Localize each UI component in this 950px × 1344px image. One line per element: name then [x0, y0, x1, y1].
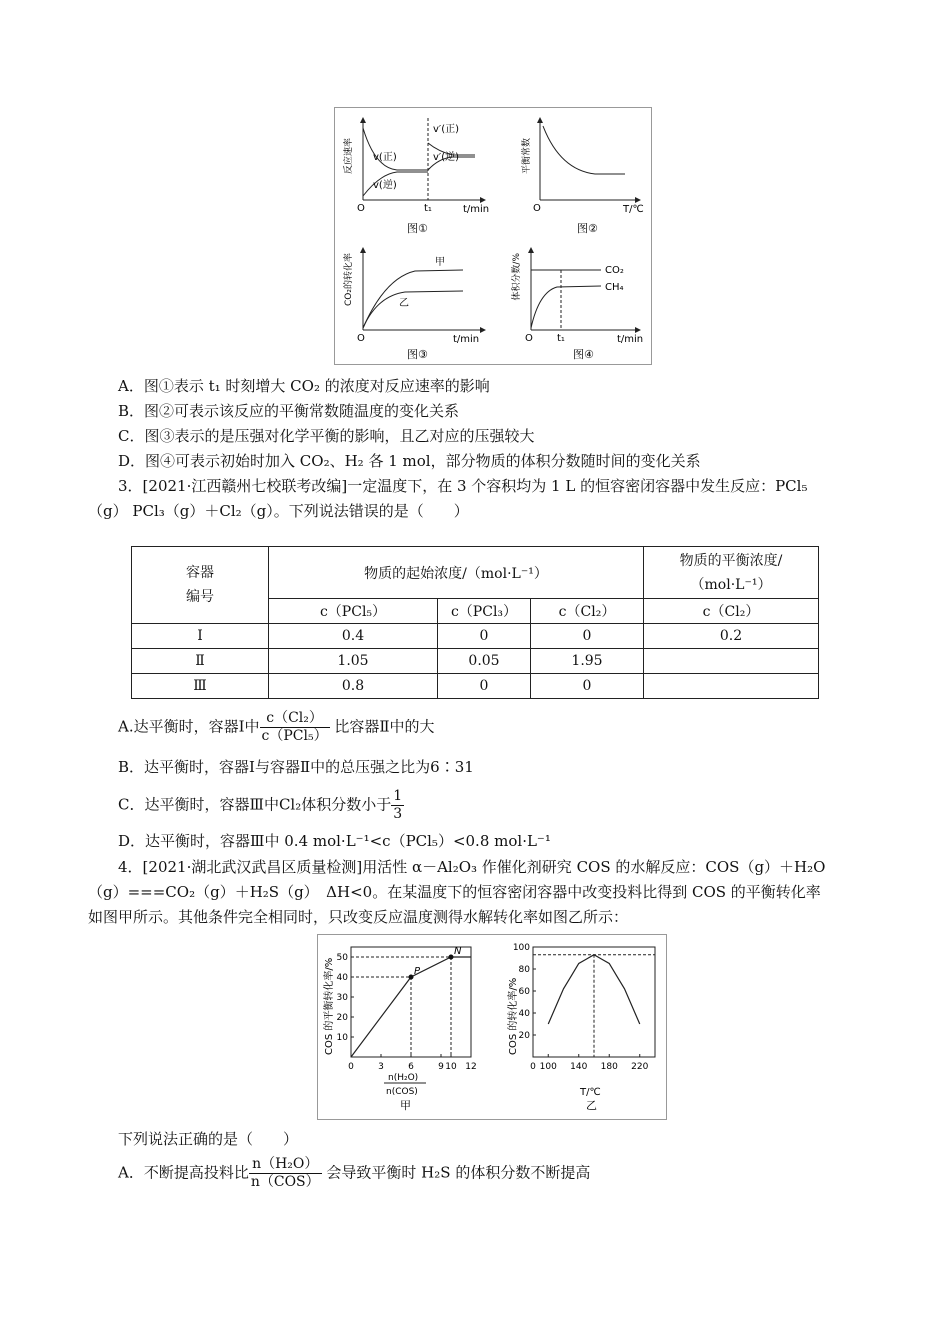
q3-stem-line2: （g） PCl₃（g）＋Cl₂（g）。下列说法错误的是（ ） [88, 502, 469, 520]
yi-title: 乙 [586, 1099, 597, 1112]
point-label: P [414, 966, 421, 977]
panel3-xlabel: t/min [453, 334, 480, 345]
x-tick-label: 180 [600, 1062, 618, 1072]
jia-label: 甲 [435, 257, 445, 268]
figure-cos-charts [317, 934, 667, 1120]
q4-stem-line2: （g）===CO₂（g）＋H₂S（g） ΔH<0。在某温度下的恒容密闭容器中改变投料比得到 COS 的平衡转化率 [88, 883, 821, 901]
chart-jia [322, 946, 477, 1112]
panel2-ylabel: 平衡常数 [522, 138, 532, 175]
yi-curve [363, 291, 463, 328]
co2-label: CO₂ [605, 265, 624, 276]
v-forward-curve [363, 128, 428, 170]
panel3-origin: O [357, 333, 365, 344]
x-tick-label: 6 [408, 1062, 414, 1072]
table-sub-eq-cl2: c（Cl₂） [644, 599, 819, 624]
panel2-caption: 图② [577, 222, 598, 235]
panel-1 [342, 118, 489, 235]
panel1-origin: O [357, 203, 365, 214]
jia-xlabel-den: n(COS) [386, 1087, 418, 1097]
table-row: Ⅰ 0.4 0 0 0.2 [132, 624, 819, 649]
figure-reaction-graphs [334, 107, 652, 365]
ch4-label: CH₄ [605, 282, 624, 293]
x-tick-label: 220 [631, 1062, 649, 1072]
y-tick-label: 100 [512, 943, 530, 953]
panel2-origin: O [533, 203, 541, 214]
fraction: $\frac{1}{3}$ [393, 788, 403, 822]
yi-xlabel: T/℃ [580, 1087, 601, 1098]
k-curve [543, 126, 625, 174]
y-tick-label: 60 [518, 987, 530, 997]
q3-option-a[interactable]: A.达平衡时，容器Ⅰ中 $\frac{\text{c（Cl₂）}}{\text{c（PCl₅）}}$ 比容器Ⅱ中的大 [118, 710, 435, 744]
y-tick-label: 40 [336, 973, 348, 983]
figure-reaction-graphs-svg [335, 108, 651, 364]
q3-option-d[interactable]: D．达平衡时，容器Ⅲ中 0.4 mol·L⁻¹<c（PCl₅）<0.8 mol·L⁻¹ [118, 832, 551, 850]
cos-charts-svg [318, 935, 666, 1119]
panel-4 [510, 248, 643, 361]
q3-table [131, 546, 819, 699]
panel1-ylabel: 反应速率 [344, 138, 354, 175]
panel-2 [520, 118, 644, 235]
data-point [449, 955, 454, 960]
table-header-container: 容器 编号 [132, 547, 269, 624]
panel1-xlabel: t/min [463, 204, 490, 215]
x-tick-label: 100 [539, 1062, 557, 1072]
q4-option-a[interactable]: A．不断提高投料比 $\frac{\text{n（H₂O）}}{\text{n（COS）}}$ 会导致平衡时 H₂S 的体积分数不断提高 [118, 1156, 591, 1190]
table-header-initial: 物质的起始浓度/（mol·L⁻¹） [269, 547, 644, 599]
yi-label: 乙 [399, 298, 409, 309]
jia-xlabel-num: n(H₂O) [388, 1073, 419, 1083]
q2-option-d[interactable]: D．图④可表示初始时加入 CO₂、H₂ 各 1 mol，部分物质的体积分数随时间的变化关系 [118, 452, 701, 470]
table-row: Ⅲ 0.8 0 0 [132, 674, 819, 699]
data-point [409, 975, 414, 980]
panel4-t1: t₁ [557, 333, 565, 344]
panel4-xlabel: t/min [617, 334, 644, 345]
fraction: $\frac{\text{c（Cl₂）}}{\text{c（PCl₅）}}$ [261, 710, 328, 744]
panel1-t1: t₁ [424, 203, 432, 214]
table-header-equilibrium: 物质的平衡浓度/ （mol·L⁻¹） [644, 547, 819, 599]
table-sub-cl2: c（Cl₂） [531, 599, 644, 624]
y-tick-label: 10 [336, 1033, 348, 1043]
q4-stem-line1: 4．[2021·湖北武汉武昌区质量检测]用活性 α－Al₂O₃ 作催化剂研究 COS 的水解反应：COS（g）＋H₂O [118, 858, 826, 876]
v-forward-prime-label: v′(正) [433, 124, 459, 135]
q3-stem-line1: 3．[2021·江西赣州七校联考改编]一定温度下，在 3 个容积均为 1 L 的恒容密闭容器中发生反应：PCl₅ [118, 477, 808, 495]
panel4-origin: O [525, 333, 533, 344]
q2-option-c[interactable]: C．图③表示的是压强对化学平衡的影响，且乙对应的压强较大 [118, 427, 535, 445]
x-tick-label: 3 [378, 1062, 384, 1072]
q3-option-b[interactable]: B．达平衡时，容器Ⅰ与容器Ⅱ中的总压强之比为6∶31 [118, 758, 474, 776]
table-sub-pcl3: c（PCl₃） [438, 599, 531, 624]
x-tick-label: 9 [438, 1062, 444, 1072]
v-forward-label: v(正) [373, 152, 397, 163]
y-tick-label: 20 [336, 1013, 348, 1023]
y-tick-label: 20 [518, 1031, 530, 1041]
table-row: Ⅱ 1.05 0.05 1.95 [132, 649, 819, 674]
panel3-caption: 图③ [407, 348, 428, 361]
panel3-ylabel: CO₂的转化率 [344, 253, 354, 306]
fraction: $\frac{\text{n（H₂O）}}{\text{n（COS）}}$ [250, 1156, 320, 1190]
y-tick-label: 80 [518, 965, 530, 975]
x-tick-label: 0 [530, 1062, 536, 1072]
x-tick-label: 10 [445, 1062, 457, 1072]
v-reverse-prime-label: v′(逆) [433, 152, 459, 163]
y-tick-label: 30 [336, 993, 348, 1003]
jia-title: 甲 [400, 1099, 411, 1112]
table-sub-pcl5: c（PCl₅） [269, 599, 438, 624]
x-tick-label: 12 [465, 1062, 477, 1072]
jia-curve [363, 270, 463, 328]
q4-prompt: 下列说法正确的是（ ） [118, 1130, 299, 1148]
y-tick-label: 50 [336, 953, 348, 963]
q3-option-c[interactable]: C．达平衡时，容器Ⅲ中Cl₂体积分数小于 $\frac{1}{3}$ [118, 788, 403, 822]
jia-ylabel: COS 的平衡转化率/% [324, 957, 335, 1055]
x-tick-label: 140 [570, 1062, 588, 1072]
panel4-caption: 图④ [573, 348, 594, 361]
q4-stem-line3: 如图甲所示。其他条件完全相同时，只改变反应温度测得水解转化率如图乙所示： [88, 908, 629, 926]
ch4-curve [531, 286, 601, 328]
panel4-ylabel: 体积分数/% [512, 253, 522, 301]
yi-ylabel: COS 的转化率/% [508, 977, 519, 1055]
point-label: N [454, 946, 462, 957]
x-tick-label: 0 [348, 1062, 354, 1072]
y-tick-label: 40 [518, 1009, 530, 1019]
v-reverse-label: v(逆) [373, 180, 397, 191]
panel-3 [342, 248, 485, 361]
q2-option-b[interactable]: B．图②可表示该反应的平衡常数随温度的变化关系 [118, 402, 460, 420]
q2-option-a[interactable]: A．图①表示 t₁ 时刻增大 CO₂ 的浓度对反应速率的影响 [118, 377, 490, 395]
panel1-caption: 图① [407, 222, 428, 235]
panel2-xlabel: T/℃ [623, 204, 644, 215]
chart-yi [506, 943, 655, 1112]
